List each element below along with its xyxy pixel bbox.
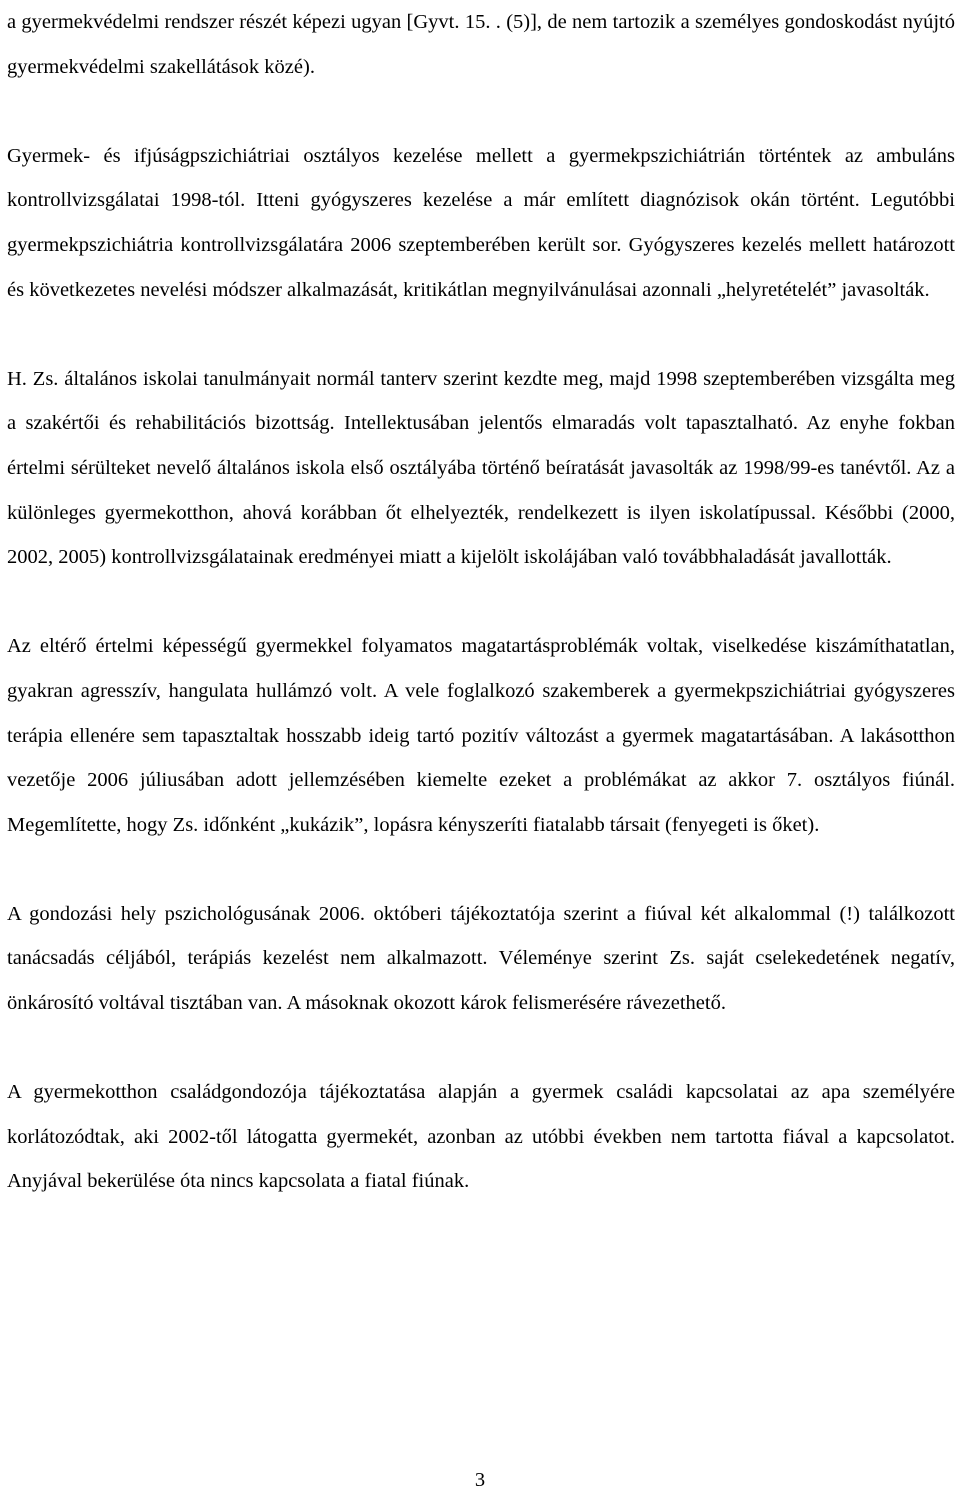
paragraph-2: Gyermek- és ifjúságpszichiátriai osztályos kezelése mellett a gyermekpszichiátrián történtek az ambuláns kontrollvizsgálatai 1998-tól. Itteni gyógyszeres kezelése a már említett diagnózisok okán történt. Legutóbbi gyermekpszichiátria kontrollvizsgálatára 2006 szeptemberében került sor. Gyógyszeres kezelés mellett határozott és következetes nevelési módszer alkalmazását, kritikátlan megnyilvánulásai azonnali „helyretételét” javasolták. <box>7 144 955 301</box>
paragraph-6: A gyermekotthon családgondozója tájékoztatása alapján a gyermek családi kapcsolatai az apa személyére korlátozódtak, aki 2002-től látogatta gyermekét, azonban az utóbbi években nem tartotta fiával a kapcsolatot. Anyjával bekerülése óta nincs kapcsolata a fiatal fiúnak. <box>7 1081 955 1193</box>
paragraph-spacer <box>7 1026 955 1071</box>
paragraph-3: H. Zs. általános iskolai tanulmányait normál tanterv szerint kezdte meg, majd 1998 szeptemberében vizsgálta meg a szakértői és rehabilitációs bizottság. Intellektusában jelentős elmaradás volt tapasztalható. Az enyhe fokban értelmi sérülteket nevelő általános iskola első osztályába történő beíratását javasolták az 1998/99-es tanévtől. Az a különleges gyermekotthon, ahová korábban őt elhelyezték, rendelkezett is ilyen iskolatípussal. Későbbi (2000, 2002, 2005) kontrollvizsgálatainak eredményei miatt a kijelölt iskolájában való továbbhaladását javallották. <box>7 367 955 569</box>
document-page <box>7 0 955 1204</box>
paragraph-4: Az eltérő értelmi képességű gyermekkel folyamatos magatartásproblémák voltak, viselkedése kiszámíthatatlan, gyakran agresszív, hangulata hullámzó volt. A vele foglalkozó szakemberek a gyermekpszichiátriai gyógyszeres terápia ellenére sem tapasztaltak hosszabb ideig tartó pozitív változást a gyermek magatartásában. A lakásotthon vezetője 2006 júliusában adott jellemzésében kiemelte ezeket a problémákat az akkor 7. osztályos fiúnál. Megemlítette, hogy Zs. időnként „kukázik”, lopásra kényszeríti fiatalabb társait (fenyegeti is őket). <box>7 635 955 836</box>
page-number: 3 <box>474 1469 486 1491</box>
paragraph-5: A gondozási hely pszichológusának 2006. októberi tájékoztatója szerint a fiúval két alkalommal (!) találkozott tanácsadás céljából, terápiás kezelést nem alkalmazott. Véleménye szerint Zs. saját cselekedetének negatív, önkárosító voltával tisztában van. A másoknak okozott károk felismerésére rávezethető. <box>7 902 955 1015</box>
paragraph-spacer <box>7 580 955 625</box>
paragraph-spacer <box>7 312 955 357</box>
paragraph-1: a gyermekvédelmi rendszer részét képezi ugyan [Gyvt. 15. . (5)], de nem tartozik a személyes gondoskodást nyújtó gyermekvédelmi szakellátások közé). <box>7 11 955 78</box>
paragraph-spacer <box>7 847 955 892</box>
paragraph-spacer <box>7 89 955 134</box>
